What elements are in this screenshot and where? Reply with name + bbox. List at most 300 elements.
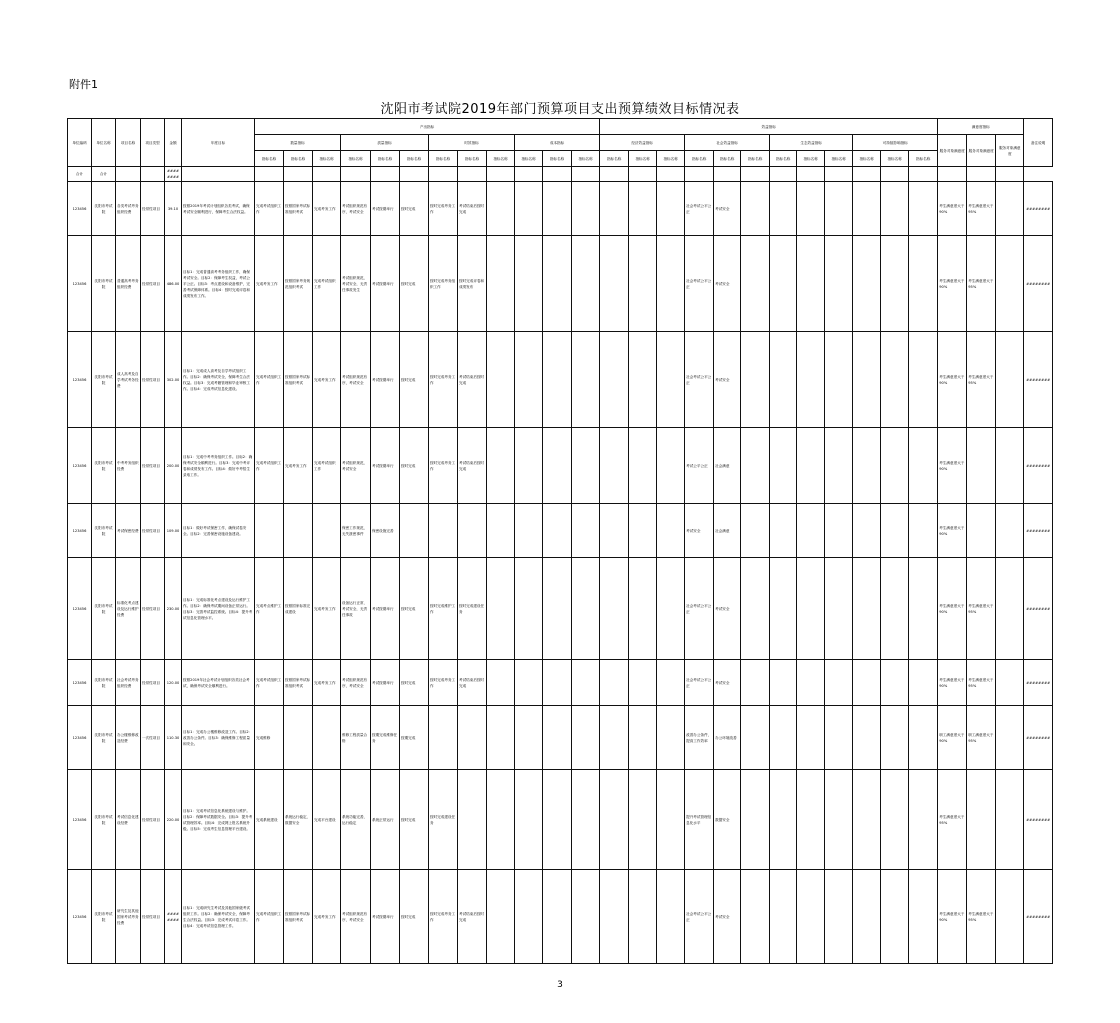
cell-satisfaction: 考生满意度大于95% [967,660,996,706]
cell-effect-indicator [825,236,853,332]
header-leaf-indicator: 指标名称 [429,151,458,167]
cell-output-indicator [543,770,572,870]
cell-effect-indicator [770,332,797,428]
header-leaf-indicator: 指标名称 [714,151,741,167]
cell-satisfaction [967,504,996,558]
summary-name: 合计 [92,167,116,182]
cell-effect-indicator [741,558,770,660]
cell-unit-code: 123456 [68,428,92,504]
cell-effect-indicator [629,770,657,870]
header-sub-sat-3: 服务对象满意度 [996,135,1024,167]
cell-effect-indicator [881,770,909,870]
cell-satisfaction [967,428,996,504]
cell-output-indicator: 考试按期举行 [371,660,400,706]
cell-unit-name: 沈阳市考试院 [92,706,116,770]
cell-project-type: 经常性项目 [141,660,165,706]
cell-output-indicator [572,428,600,504]
cell-satisfaction [996,558,1024,660]
cell-unit-code: 123456 [68,660,92,706]
cell-effect-indicator [825,558,853,660]
header-project-name: 项目名称 [116,119,141,167]
cell-output-indicator [543,558,572,660]
cell-output-indicator: 按照国家考试标准组织考试 [284,182,313,236]
cell-annual-goal: 目标1：完成研究生考试及其他国家级考试组织工作。目标2：确保考试安全，保障考生合法权益。目标3：完成考试评卷工作。目标4：完成考试信息管理工作。 [182,870,255,964]
cell-amount: 120.00 [165,660,182,706]
cell-project-type: 经常性项目 [141,504,165,558]
cell-effect-indicator: 数据安全 [714,770,741,870]
cell-effect-indicator: 考试安全 [714,558,741,660]
table-row [68,236,1053,332]
cell-project-name: 办公楼维修改造经费 [116,706,141,770]
cell-unit-name: 沈阳市考试院 [92,870,116,964]
cell-output-indicator: 按时完成考务工作 [429,332,458,428]
cell-output-indicator: 按期完成维修任务 [371,706,400,770]
cell-project-name: 标准化考点建设及运行维护经费 [116,558,141,660]
cell-effect-indicator [741,182,770,236]
cell-output-indicator: 考试组织规范有序，考试安全 [341,660,371,706]
cell-effect-indicator: 考试安全 [714,332,741,428]
cell-satisfaction [996,770,1024,870]
cell-effect-indicator [853,332,881,428]
cell-output-indicator [572,182,600,236]
cell-amount: 486.00 [165,236,182,332]
cell-satisfaction [996,182,1024,236]
summary-code: 合计 [68,167,92,182]
cell-effect-indicator [881,706,909,770]
header-leaf-indicator: 指标名称 [741,151,770,167]
cell-effect-indicator [600,504,629,558]
cell-output-indicator [487,504,515,558]
cell-unit-code: 123456 [68,870,92,964]
cell-remark: ######## [1024,870,1053,964]
header-unit-name: 单位名称 [92,119,116,167]
cell-unit-name: 沈阳市考试院 [92,504,116,558]
cell-output-indicator [515,770,543,870]
cell-output-indicator: 考试组织规范，考试安全，无责任事故发生 [341,236,371,332]
cell-effect-indicator [657,504,685,558]
cell-output-indicator [487,428,515,504]
header-leaf-indicator: 指标名称 [657,151,685,167]
cell-output-indicator: 设备运行正常，考试安全，无责任事故 [341,558,371,660]
cell-output-indicator [487,558,515,660]
header-leaf-indicator: 指标名称 [255,151,284,167]
header-unit-code: 单位编码 [68,119,92,167]
summary-amount: ######## [165,167,182,182]
cell-output-indicator: 完成考试组织工作 [255,428,284,504]
cell-effect-indicator [909,428,938,504]
cell-unit-name: 沈阳市考试院 [92,428,116,504]
cell-output-indicator: 按照国家考试标准组织考试 [284,660,313,706]
table-row [68,182,1053,236]
cell-output-indicator: 完成考试组织工作 [313,236,341,332]
cell-effect-indicator [741,870,770,964]
cell-unit-name: 沈阳市考试院 [92,558,116,660]
cell-output-indicator [572,770,600,870]
cell-effect-indicator: 考试安全 [714,660,741,706]
cell-output-indicator: 按时完成 [400,870,429,964]
cell-effect-indicator [770,504,797,558]
cell-output-indicator: 考试组织规范有序，考试安全 [341,870,371,964]
header-leaf-indicator: 指标名称 [341,151,371,167]
cell-effect-indicator [825,428,853,504]
cell-unit-code: 123456 [68,770,92,870]
cell-output-indicator: 考试组织规范有序，考试安全 [341,182,371,236]
cell-output-indicator [543,236,572,332]
cell-effect-indicator: 社会考试公平公正 [685,182,714,236]
cell-effect-indicator [797,870,825,964]
cell-effect-indicator: 考试公平公正 [685,428,714,504]
cell-effect-indicator: 社会考试公平公正 [685,236,714,332]
cell-output-indicator [572,660,600,706]
cell-project-type: 经常性项目 [141,770,165,870]
cell-output-indicator: 完成考试组织工作 [255,870,284,964]
cell-output-indicator [458,770,487,870]
cell-effect-indicator: 社会满意 [714,428,741,504]
cell-effect-indicator [881,660,909,706]
cell-satisfaction: 考生满意度大于95% [967,236,996,332]
cell-effect-indicator [797,770,825,870]
cell-output-indicator [515,660,543,706]
cell-output-indicator: 系统正常运行 [371,770,400,870]
header-leaf-indicator: 指标名称 [853,151,881,167]
header-project-type: 项目类型 [141,119,165,167]
cell-output-indicator [572,558,600,660]
cell-annual-goal: 目标1：完成办公楼维修改造工作。目标2：改善办公条件。目标3：确保维修工程质量和安全。 [182,706,255,770]
cell-annual-goal: 目标1：完成普通高考考务组织工作，确保考试安全。目标2：保障考生权益，考试公平公正。目标3：考点建设和设备维护，完善考试保障体系。目标4：按时完成评卷和成绩发布工作。 [182,236,255,332]
cell-output-indicator: 完成考试组织工作 [313,428,341,504]
cell-output-indicator: 完成考务工作 [313,332,341,428]
cell-output-indicator: 完成维修 [255,706,284,770]
cell-effect-indicator [657,428,685,504]
table-row [68,504,1053,558]
header-leaf-indicator: 指标名称 [371,151,400,167]
cell-effect-indicator [657,660,685,706]
cell-output-indicator: 考试组织规范，考试安全 [341,428,371,504]
header-leaf-indicator: 指标名称 [600,151,629,167]
cell-effect-indicator [629,706,657,770]
cell-output-indicator: 完成考务工作 [284,428,313,504]
cell-effect-indicator [797,504,825,558]
cell-unit-code: 123456 [68,706,92,770]
cell-output-indicator: 完成考试组织工作 [255,332,284,428]
cell-project-name: 社会考试考务组织经费 [116,660,141,706]
cell-project-name: 普通高考考务组织经费 [116,236,141,332]
cell-output-indicator: 按照国家考试标准组织考试 [284,870,313,964]
cell-effect-indicator [657,182,685,236]
cell-output-indicator: 系统运行稳定，数据安全 [284,770,313,870]
cell-effect-indicator [657,870,685,964]
cell-effect-indicator [909,182,938,236]
cell-project-name: 研究生及其他国家考试考务经费 [116,870,141,964]
cell-project-type: 经常性项目 [141,236,165,332]
header-sub-sustainable: 可持续影响指标 [853,135,938,151]
cell-effect-indicator [797,236,825,332]
table-row [68,706,1053,770]
cell-unit-name: 沈阳市考试院 [92,660,116,706]
cell-output-indicator: 按时完成 [400,236,429,332]
header-amount: 金额 [165,119,182,167]
cell-output-indicator [284,504,313,558]
cell-output-indicator [487,236,515,332]
cell-satisfaction [996,236,1024,332]
header-sub-sat-2: 服务对象满意度 [967,135,996,167]
cell-project-type: 经常性项目 [141,870,165,964]
header-sub-quantity: 数量指标 [255,135,341,151]
cell-satisfaction: 考生满意度大于95% [967,870,996,964]
cell-effect-indicator [770,770,797,870]
cell-effect-indicator: 社会考试公平公正 [685,332,714,428]
table-row [68,428,1053,504]
cell-unit-name: 沈阳市考试院 [92,236,116,332]
cell-effect-indicator [741,332,770,428]
cell-effect-indicator: 办公环境改善 [714,706,741,770]
cell-output-indicator: 按照国家考务规范组织考试 [284,236,313,332]
cell-output-indicator: 考试按期举行 [371,870,400,964]
cell-output-indicator: 按时完成 [400,428,429,504]
cell-effect-indicator [741,770,770,870]
cell-effect-indicator [770,870,797,964]
header-leaf-indicator: 指标名称 [400,151,429,167]
cell-effect-indicator [825,870,853,964]
cell-unit-name: 沈阳市考试院 [92,332,116,428]
cell-effect-indicator [797,660,825,706]
header-leaf-indicator: 指标名称 [572,151,600,167]
cell-output-indicator: 完成考务工作 [255,236,284,332]
cell-output-indicator: 完成考务工作 [313,558,341,660]
cell-amount: 39.10 [165,182,182,236]
cell-remark: ######## [1024,428,1053,504]
cell-amount: 109.00 [165,504,182,558]
cell-effect-indicator [909,558,938,660]
header-leaf-indicator: 指标名称 [487,151,515,167]
cell-project-name: 考试信息化建设经费 [116,770,141,870]
cell-output-indicator [572,332,600,428]
cell-amount: 110.30 [165,706,182,770]
cell-annual-goal: 目标1：完成中考考务组织工作。目标2：确保考试安全顺利进行。目标3：完成中考评卷和成绩发布工作。目标4：做好中考招生录取工作。 [182,428,255,504]
cell-output-indicator: 按期完成 [400,706,429,770]
cell-output-indicator [515,236,543,332]
cell-output-indicator [458,504,487,558]
table-row [68,870,1053,964]
header-leaf-indicator: 指标名称 [458,151,487,167]
cell-amount: 230.00 [165,558,182,660]
cell-effect-indicator [600,660,629,706]
cell-output-indicator [543,870,572,964]
cell-effect-indicator [600,428,629,504]
cell-satisfaction: 考生满意度大于90% [938,428,967,504]
cell-effect-indicator [600,236,629,332]
cell-project-type: 经常性项目 [141,182,165,236]
header-leaf-indicator: 指标名称 [825,151,853,167]
cell-project-type: 一次性项目 [141,706,165,770]
page-title: 沈阳市考试院2019年部门预算项目支出预算绩效目标情况表 [380,102,740,117]
cell-annual-goal: 目标1：做好考试保密工作，确保试卷安全。目标2：完善保密设施设备建设。 [182,504,255,558]
cell-effect-indicator [629,870,657,964]
cell-output-indicator [429,504,458,558]
cell-output-indicator: 按时完成考务工作 [429,870,458,964]
header-remarks: 备注说明 [1024,119,1053,167]
cell-output-indicator: 按时完成考务工作 [429,428,458,504]
summary-row [68,167,1053,182]
cell-project-type: 经常性项目 [141,558,165,660]
cell-satisfaction [996,428,1024,504]
cell-remark: ######## [1024,558,1053,660]
cell-output-indicator [255,504,284,558]
cell-effect-indicator [629,428,657,504]
cell-output-indicator: 考试组织规范有序，考试安全 [341,332,371,428]
cell-satisfaction [996,504,1024,558]
header-sub-cost: 成本指标 [515,135,600,151]
cell-output-indicator [572,706,600,770]
cell-output-indicator: 完成考点维护工作 [255,558,284,660]
cell-effect-indicator [629,332,657,428]
cell-output-indicator [487,660,515,706]
cell-effect-indicator [881,332,909,428]
cell-effect-indicator: 考试安全 [714,236,741,332]
cell-effect-indicator [853,182,881,236]
cell-output-indicator [543,332,572,428]
cell-unit-code: 123456 [68,504,92,558]
cell-output-indicator: 考试按期举行 [371,558,400,660]
cell-output-indicator [487,870,515,964]
header-leaf-indicator: 指标名称 [284,151,313,167]
cell-unit-name: 沈阳市考试院 [92,770,116,870]
cell-effect-indicator [825,182,853,236]
cell-effect-indicator: 社会考试公平公正 [685,558,714,660]
cell-satisfaction [996,706,1024,770]
header-group-satisfaction: 满意度指标 [938,119,1024,135]
cell-effect-indicator [825,706,853,770]
cell-output-indicator [515,870,543,964]
cell-output-indicator: 按时完成维护工作 [429,558,458,660]
cell-output-indicator: 按时完成考务工作 [429,182,458,236]
cell-effect-indicator [741,236,770,332]
cell-satisfaction: 考生满意度大于95% [967,558,996,660]
cell-effect-indicator [909,236,938,332]
table-row [68,558,1053,660]
cell-satisfaction: 职工满意度大于90% [938,706,967,770]
cell-output-indicator [543,706,572,770]
cell-effect-indicator: 考试安全 [685,504,714,558]
cell-project-name: 考试保密经费 [116,504,141,558]
cell-effect-indicator [797,558,825,660]
cell-effect-indicator [600,558,629,660]
header-sub-sat-1: 服务对象满意度 [938,135,967,167]
cell-output-indicator [572,236,600,332]
cell-output-indicator: 考试结束后按时完成 [458,660,487,706]
cell-amount: 200.00 [165,428,182,504]
cell-effect-indicator [657,770,685,870]
table-row [68,770,1053,870]
page-number: 3 [557,980,563,990]
cell-output-indicator: 按照国家考试标准组织考试 [284,332,313,428]
cell-output-indicator: 系统功能完善，运行稳定 [341,770,371,870]
cell-remark: ######## [1024,770,1053,870]
cell-remark: ######## [1024,660,1053,706]
cell-effect-indicator: 考试安全 [714,182,741,236]
cell-output-indicator [487,182,515,236]
cell-output-indicator: 完成平台建设 [313,770,341,870]
cell-amount: ######## [165,870,182,964]
cell-output-indicator: 按时完成建设任务 [458,558,487,660]
table-row [68,660,1053,706]
cell-output-indicator [458,706,487,770]
cell-output-indicator: 考试按期举行 [371,182,400,236]
cell-effect-indicator [797,182,825,236]
cell-project-name: 中考考务组织经费 [116,428,141,504]
header-sub-ecological: 生态效益指标 [770,135,853,151]
cell-effect-indicator [600,770,629,870]
cell-effect-indicator: 社会满意 [714,504,741,558]
cell-output-indicator [543,660,572,706]
cell-effect-indicator [770,706,797,770]
header-leaf-indicator: 指标名称 [629,151,657,167]
cell-output-indicator [313,706,341,770]
cell-output-indicator [515,332,543,428]
cell-output-indicator: 保密工作规范，无失泄密事件 [341,504,371,558]
cell-satisfaction: 职工满意度大于95% [967,706,996,770]
cell-effect-indicator [853,870,881,964]
cell-effect-indicator [881,236,909,332]
cell-effect-indicator [600,332,629,428]
cell-output-indicator [515,182,543,236]
cell-output-indicator: 按时完成评卷和成绩发布 [458,236,487,332]
cell-output-indicator [572,870,600,964]
cell-effect-indicator: 提升考试管理信息化水平 [685,770,714,870]
header-leaf-indicator: 指标名称 [515,151,543,167]
cell-output-indicator: 按时完成 [400,332,429,428]
cell-effect-indicator [770,660,797,706]
cell-effect-indicator [853,504,881,558]
cell-output-indicator: 按时完成 [400,182,429,236]
cell-output-indicator: 考试按期举行 [371,428,400,504]
cell-unit-code: 123456 [68,332,92,428]
cell-effect-indicator [797,332,825,428]
cell-remark: ######## [1024,332,1053,428]
header-group-effect: 效益指标 [600,119,938,135]
cell-satisfaction: 考生满意度大于90% [938,182,967,236]
header-leaf-indicator: 指标名称 [313,151,341,167]
cell-effect-indicator [600,706,629,770]
cell-effect-indicator [909,870,938,964]
cell-satisfaction [996,660,1024,706]
cell-effect-indicator [741,706,770,770]
cell-output-indicator: 考试结束后按时完成 [458,182,487,236]
cell-output-indicator [515,558,543,660]
cell-output-indicator: 按时完成建设任务 [429,770,458,870]
cell-output-indicator: 考试按期举行 [371,236,400,332]
cell-satisfaction: 考生满意度大于95% [967,332,996,428]
cell-effect-indicator [741,660,770,706]
performance-table [67,118,1053,964]
cell-effect-indicator [909,770,938,870]
cell-effect-indicator [853,236,881,332]
cell-effect-indicator [825,504,853,558]
cell-output-indicator [313,504,341,558]
cell-effect-indicator [629,182,657,236]
cell-effect-indicator [770,558,797,660]
cell-effect-indicator [629,236,657,332]
cell-effect-indicator [909,660,938,706]
cell-output-indicator: 保密设施完善 [371,504,400,558]
cell-output-indicator [543,504,572,558]
cell-effect-indicator [600,182,629,236]
cell-effect-indicator [853,660,881,706]
header-sub-timeliness: 时效指标 [429,135,515,151]
cell-remark: ######## [1024,504,1053,558]
cell-effect-indicator: 社会考试公平公正 [685,660,714,706]
cell-output-indicator: 按照国家标准完成建设 [284,558,313,660]
